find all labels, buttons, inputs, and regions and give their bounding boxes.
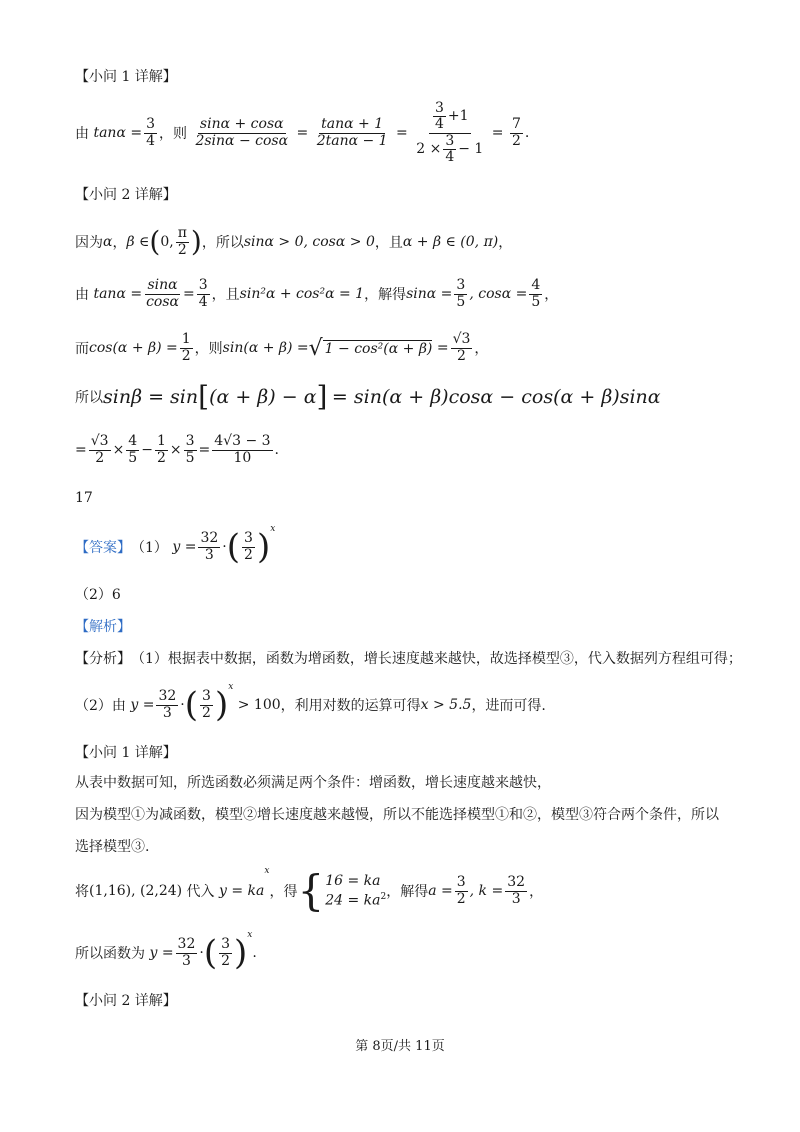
jiexi-tag: 【解析】 — [75, 619, 131, 635]
equation-line-1: 由 tanα = $\frac{3}{4}$ ，则 $\frac{\sin\alpha + \cos\alpha}{2\sin\alpha - \cos\alpha}$ = $\frac{\tan\alpha + 1}{2\tan\alpha - 1}$ = 3 4 +1 2 × $\frac{3}{4}$ − 1 = $\frac{7}{2}$ . — [75, 99, 530, 165]
equation-system: 16 = ka $24 = ka^2$ — [325, 872, 387, 909]
answer-2: （2）6 — [75, 587, 121, 603]
equation-line-7: 将 (1,16), (2,24) 代入 y = ka x ，得 { 16 = ka $24 = ka^2$ ，解得 a = $\frac{3}{2}$ , k = $\frac{32}{3}$ ， — [75, 866, 544, 915]
paragraph-line: 选择模型③. — [75, 839, 150, 855]
page-footer: 第 8页/共 11页 — [355, 1039, 445, 1054]
equation-line-5: 所以 sinβ = sin [ (α + β) − α ] = sin(α + β)cosα − cos(α + β)sinα — [75, 380, 661, 413]
equation-line-8: 所以函数为 y = $\frac{32}{3}$ · ( 3 2 ) $^x$ . — [75, 930, 257, 973]
equation-line-4: 而 cos(α + β) = $\frac{1}{2}$ ，则 sin(α + β) = √ 1 − cos²(α + β) = $\frac{√3}{2}$ ， — [75, 331, 489, 364]
fraction: $\frac{\tan\alpha + 1}{2\tan\alpha - 1}$ — [316, 116, 388, 149]
math-text: tanα = — [93, 125, 143, 141]
question-number: 17 — [75, 490, 93, 506]
fraction: $\frac{\sin\alpha + \cos\alpha}{2\sin\alpha - \cos\alpha}$ — [195, 116, 289, 149]
equation-line-3: 由 tanα = $\frac{\sin\alpha}{\cos\alpha}$ = $\frac{3}{4}$ ，且 sin²α + cos²α = 1 ，解得 sinα = $\frac{3}{5}$ , cosα = $\frac{4}{5}$ ， — [75, 277, 559, 310]
analysis-line: 【分析】 （1）根据表中数据，函数为增函数，增长速度越来越快，故选择模型③，代入数据列方程组可得； — [75, 651, 742, 667]
paragraph-line: 从表中数据可知，所选函数必须满足两个条件：增函数，增长速度越来越快， — [75, 775, 551, 791]
fraction: $\frac{7}{2}$ — [511, 116, 521, 149]
section-heading: 【小问 1 详解】 — [75, 69, 177, 85]
compound-fraction: 3 4 +1 2 × $\frac{3}{4}$ − 1 — [416, 99, 484, 165]
analysis-line-2: （2）由 y = $\frac{32}{3}$ · ( 3 2 ) $^x$ > 100 ，利用对数的运算可得 x > 5.5 ，进而可得. — [75, 682, 546, 725]
text: ，则 — [159, 126, 187, 142]
section-heading: 【小问 2 详解】 — [75, 993, 177, 1009]
answer-line: 【答案】 （1） y = $\frac{32}{3}$ · ( 3 2 ) $^x$ — [75, 524, 276, 567]
paragraph-line: 因为模型①为减函数，模型②增长速度越来越慢，所以不能选择模型①和②，模型③符合两个条件，所以 — [75, 807, 719, 823]
fraction: $\frac{3}{4}$ — [146, 116, 155, 149]
text: 由 — [75, 126, 89, 142]
equation-line-6: = $\frac{√3}{2}$ × $\frac{4}{5}$ − $\frac{1}{2}$ × $\frac{3}{5}$ = $\frac{4√3 - 3}{10}$ . — [75, 433, 279, 466]
section-heading: 【小问 1 详解】 — [75, 745, 177, 761]
equation-line-2: 因为 α ， β ∈ ( 0, π 2 ) ，所以 sinα > 0, cosα > 0 ，且 α + β ∈ (0, π) ， — [75, 225, 513, 258]
section-heading: 【小问 2 详解】 — [75, 187, 177, 203]
